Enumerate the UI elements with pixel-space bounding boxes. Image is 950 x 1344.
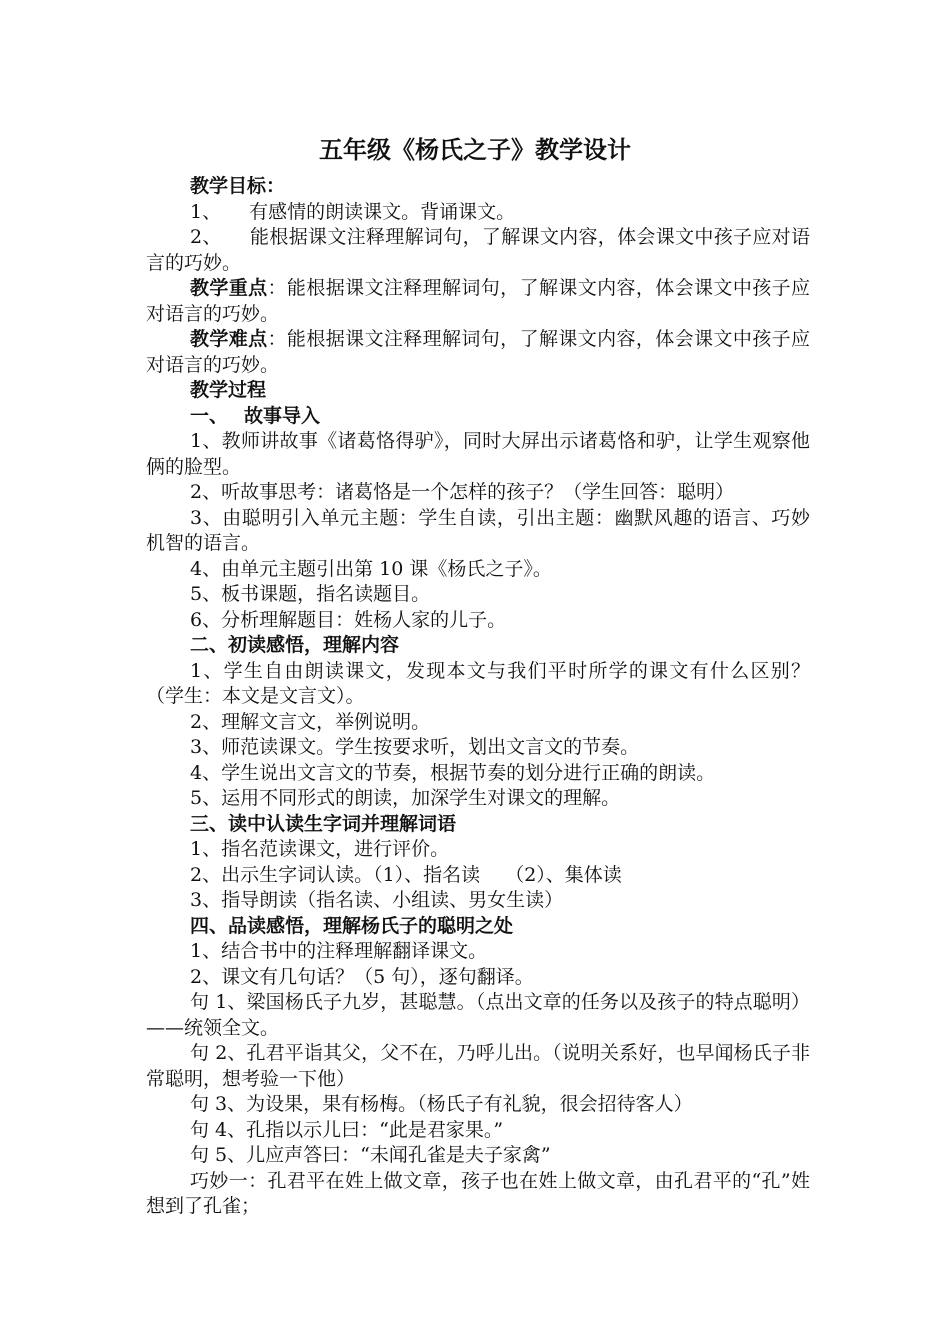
section-2-item: 5、运用不同形式的朗读，加深学生对课文的理解。 bbox=[190, 787, 621, 809]
section-3-heading: 三、读中认读生字词并理解词语 bbox=[190, 812, 457, 835]
section-4-item: 巧妙一：孔君平在姓上做文章，孩子也在姓上做文章，由孔君平的“孔”姓想到了孔雀； bbox=[146, 1169, 810, 1217]
section-2-item: 4、学生说出文言文的节奏，根据节奏的划分进行正确的朗读。 bbox=[190, 761, 716, 784]
section-1-heading bbox=[146, 404, 810, 430]
process-heading: 教学过程 bbox=[190, 379, 267, 401]
section-4-heading: 四、品读感悟，理解杨氏子的聪明之处 bbox=[190, 914, 514, 937]
section-3-item: 3、指导朗读（指名读、小组读、男女生读） bbox=[190, 889, 564, 911]
section-4-item: 2、课文有几句话？（5 句），逐句翻译。 bbox=[190, 965, 534, 988]
section-2-item: 1、学生自由朗读课文，发现本文与我们平时所学的课文有什么区别？（学生：本文是文言文）。 bbox=[146, 659, 810, 707]
key-point-label: 教学重点 bbox=[190, 277, 268, 299]
objective-item-1-text: 有感情的朗读课文。背诵课文。 bbox=[249, 200, 516, 223]
difficulty-text: ：能根据课文注释理解词句，了解课文内容，体会课文中孩子应对语言的巧妙。 bbox=[146, 328, 810, 376]
section-4-item: 句 5、儿应声答曰：“未闻孔雀是夫子家禽” bbox=[190, 1144, 551, 1166]
key-point-text: ：能根据课文注释理解词句，了解课文内容，体会课文中孩子应对语言的巧妙。 bbox=[146, 277, 810, 325]
section-4-item: 句 3、为设果，果有杨梅。（杨氏子有礼貌，很会招待客人） bbox=[190, 1093, 693, 1115]
section-1-item: 6、分析理解题目：姓杨人家的儿子。 bbox=[190, 608, 507, 631]
difficulty bbox=[146, 327, 810, 378]
objectives-heading: 教学目标： bbox=[190, 175, 286, 197]
objective-item-1-number: 1、 bbox=[190, 200, 222, 223]
section-2-item: 3、师范读课文。学生按要求听，划出文言文的节奏。 bbox=[190, 736, 640, 758]
objective-item-1 bbox=[146, 200, 810, 226]
section-4-item: 句 2、孔君平诣其父，父不在，乃呼儿出。（说明关系好，也早闻杨氏子非常聪明，想考验一下他） bbox=[146, 1042, 810, 1090]
section-4-item: 1、结合书中的注释理解翻译课文。 bbox=[190, 940, 488, 962]
section-2-item: 2、理解文言文，举例说明。 bbox=[190, 710, 431, 733]
section-1-title: 故事导入 bbox=[244, 404, 321, 427]
difficulty-label: 教学难点 bbox=[190, 328, 268, 350]
section-1-item: 3、由聪明引入单元主题：学生自读，引出主题：幽默风趣的语言、巧妙机智的语言。 bbox=[146, 506, 810, 554]
section-4-item: 句 1、梁国杨氏子九岁，甚聪慧。（点出文章的任务以及孩子的特点聪明）——统领全文。 bbox=[146, 991, 810, 1039]
objective-item-2-number: 2、 bbox=[190, 226, 222, 248]
objective-item-2 bbox=[146, 225, 810, 276]
section-1-item: 1、教师讲故事《诸葛恪得驴》，同时大屏出示诸葛恪和驴，让学生观察他俩的脸型。 bbox=[146, 430, 810, 478]
section-1-item: 5、板书课题，指名读题目。 bbox=[190, 583, 431, 605]
key-point bbox=[146, 276, 810, 327]
section-4-item: 句 4、孔指以示儿曰：“此是君家果。” bbox=[190, 1118, 504, 1141]
section-3-item: 2、出示生字词认读。（1）、指名读 （2）、集体读 bbox=[190, 863, 622, 886]
objective-item-2-text: 能根据课文注释理解词句，了解课文内容，体会课文中孩子应对语言的巧妙。 bbox=[146, 226, 810, 274]
document-body bbox=[146, 174, 810, 1220]
section-1-item: 2、听故事思考：诸葛恪是一个怎样的孩子？（学生回答：聪明） bbox=[190, 481, 735, 503]
section-1-number: 一、 bbox=[190, 404, 229, 427]
section-1-item: 4、由单元主题引出第 10 课《杨氏之子》。 bbox=[190, 557, 552, 580]
section-2-heading: 二、初读感悟，理解内容 bbox=[190, 634, 400, 656]
section-3-item: 1、指名范读课文，进行评价。 bbox=[190, 838, 450, 860]
document-title: 五年级《杨氏之子》教学设计 bbox=[319, 136, 631, 164]
